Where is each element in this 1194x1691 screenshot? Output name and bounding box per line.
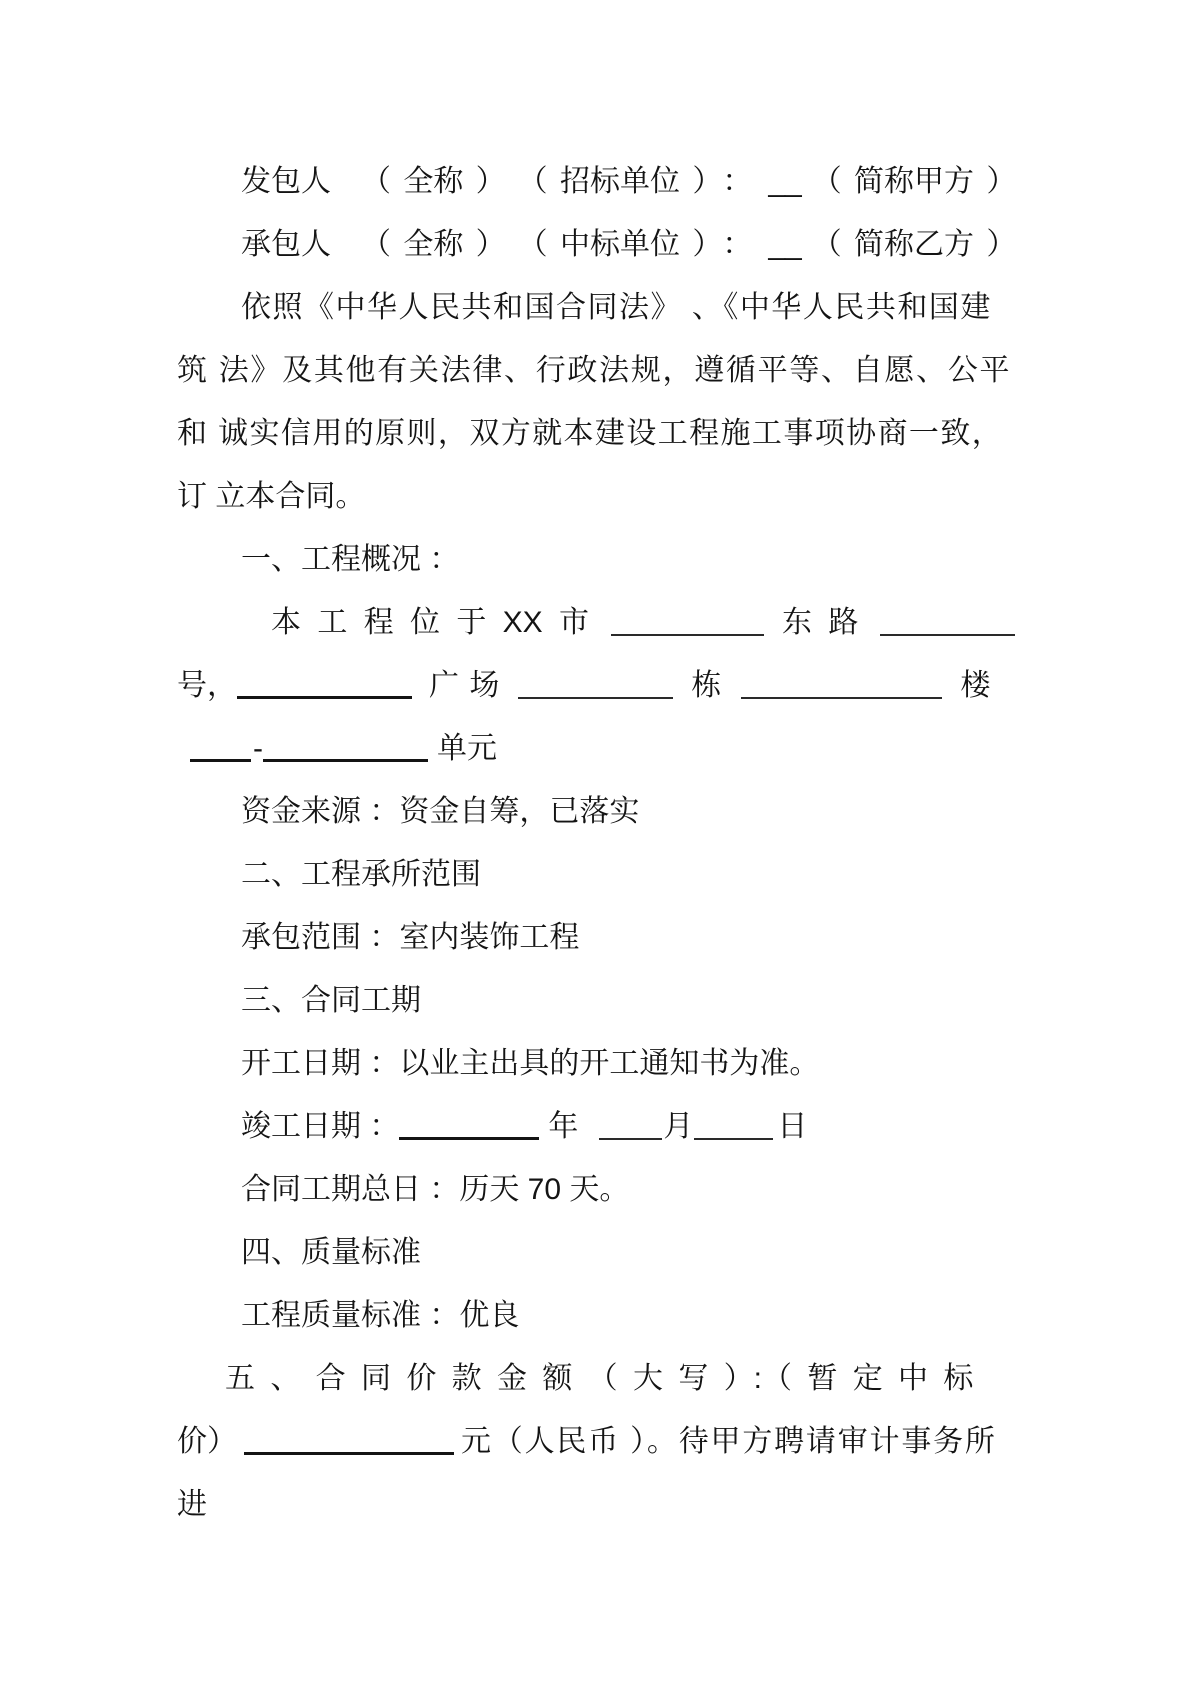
section2-heading: 二、工程承所范围 bbox=[241, 858, 481, 891]
fill-in-blank bbox=[611, 605, 764, 636]
preamble-text: 依照《中华人民共和国合同法》 、《中华人民共和国建 bbox=[241, 291, 992, 324]
year-label: 年 bbox=[548, 1110, 579, 1143]
fill-in-blank bbox=[599, 1109, 662, 1140]
fill-in-blank bbox=[263, 731, 428, 762]
fill-in-blank bbox=[237, 668, 412, 699]
preamble-line bbox=[241, 290, 1164, 326]
completion-date-line bbox=[241, 1109, 1164, 1145]
section4-heading: 四、质量标准 bbox=[241, 1236, 421, 1269]
section1-heading: 一、工程概况 ： bbox=[241, 543, 460, 576]
duration-text: 合同工期总日 ：历天 70 天。 bbox=[241, 1173, 630, 1206]
contractor-line bbox=[241, 227, 1164, 263]
preamble-line bbox=[177, 416, 1164, 452]
price-prefix: 价） bbox=[177, 1425, 237, 1458]
fill-in-blank bbox=[880, 605, 1015, 636]
location-city-text: 本 工 程 位 于 XX 市 bbox=[271, 606, 590, 639]
section-heading bbox=[241, 857, 1164, 893]
preamble-text: 订 立本合同。 bbox=[177, 480, 366, 513]
party-name-blank: __ bbox=[768, 228, 802, 261]
party-full-name: （ 全称 ） bbox=[361, 165, 506, 198]
price-suffix: 元（人民币 ）。待甲方聘请审计事务所 bbox=[461, 1425, 997, 1458]
fill-in-blank bbox=[741, 668, 942, 699]
location-line-3 bbox=[190, 731, 1164, 767]
location-square-text: 广 场 bbox=[429, 669, 500, 702]
section5-heading: 五 、 合 同 价 款 金 额 （ 大 写 ）:（ 暂 定 中 标 bbox=[225, 1362, 974, 1395]
preamble-line bbox=[177, 479, 1164, 515]
party-colon: ： bbox=[722, 165, 753, 198]
location-floor-text: 楼 bbox=[960, 669, 991, 702]
day-label: 日 bbox=[777, 1110, 808, 1143]
location-road-text: 东 路 bbox=[782, 606, 859, 639]
fill-in-blank bbox=[190, 731, 251, 762]
completion-date-label: 竣工日期 ： bbox=[241, 1110, 400, 1143]
section3-heading: 三、合同工期 bbox=[241, 984, 421, 1017]
party-colon: ： bbox=[722, 228, 753, 261]
month-label: 月 bbox=[663, 1110, 694, 1143]
funding-line bbox=[241, 794, 1164, 830]
party-short-name: （ 简称乙方 ） bbox=[811, 228, 1017, 261]
quality-text: 工程质量标准 ：优良 bbox=[241, 1299, 520, 1332]
continuation-line bbox=[177, 1487, 1164, 1523]
fill-in-blank bbox=[694, 1109, 773, 1140]
location-building-text: 栋 bbox=[691, 669, 722, 702]
section-heading bbox=[241, 983, 1164, 1019]
party-unit: （ 招标单位 ） bbox=[517, 165, 723, 198]
preamble-line bbox=[177, 353, 1164, 389]
party-unit: （ 中标单位 ） bbox=[517, 228, 723, 261]
preamble-text: 和 诚实信用的原则，双方就本建设工程施工事项协商一致， bbox=[177, 417, 1004, 450]
scope-line bbox=[241, 920, 1164, 956]
fill-in-blank bbox=[518, 668, 673, 699]
party-full-name: （ 全称 ） bbox=[361, 228, 506, 261]
party-role: 发包人 bbox=[241, 165, 331, 198]
duration-line bbox=[241, 1172, 1164, 1208]
preamble-text: 筑 法》及其他有关法律、行政法规，遵循平等、自愿、公平 bbox=[177, 354, 1012, 387]
fill-in-blank bbox=[399, 1109, 539, 1140]
fill-in-blank bbox=[244, 1424, 454, 1455]
start-date-text: 开工日期 ：以业主出具的开工通知书为准。 bbox=[241, 1047, 820, 1080]
location-dash: - bbox=[253, 732, 263, 765]
location-unit-text: 单元 bbox=[437, 732, 497, 765]
employer-line bbox=[241, 164, 1164, 200]
scope-text: 承包范围 ：室内装饰工程 bbox=[241, 921, 580, 954]
party-name-blank: __ bbox=[768, 165, 802, 198]
price-line bbox=[177, 1424, 1164, 1460]
party-short-name: （ 简称甲方 ） bbox=[811, 165, 1017, 198]
location-line-2 bbox=[177, 668, 1164, 704]
location-number-text: 号， bbox=[177, 669, 237, 702]
section-heading bbox=[241, 1235, 1164, 1271]
quality-line bbox=[241, 1298, 1164, 1334]
start-date-line bbox=[241, 1046, 1164, 1082]
party-role: 承包人 bbox=[241, 228, 331, 261]
location-line-1 bbox=[271, 605, 1164, 641]
section-heading bbox=[225, 1361, 1164, 1397]
continuation-text: 进 bbox=[177, 1488, 207, 1521]
section-heading bbox=[241, 542, 1164, 578]
funding-text: 资金来源 ：资金自筹，已落实 bbox=[241, 795, 640, 828]
